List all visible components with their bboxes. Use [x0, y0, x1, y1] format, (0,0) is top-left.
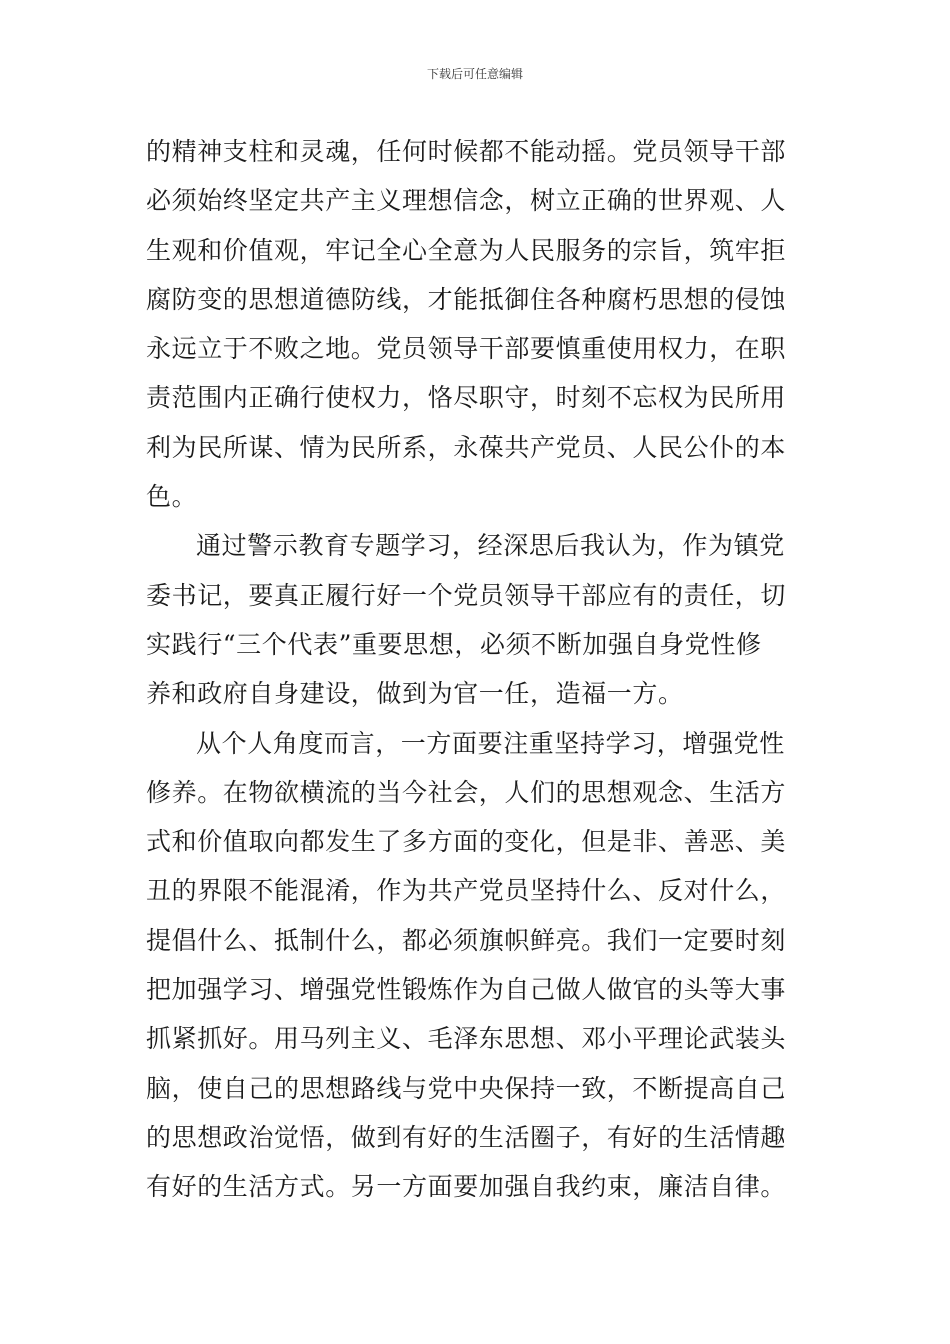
text-line: 必须始终坚定共产主义理想信念，树立正确的世界观、人 [146, 186, 787, 216]
text-line: 有好的生活方式。另一方面要加强自我约束，廉洁自律。 [146, 1172, 787, 1202]
text-line: 丑的界限不能混淆，作为共产党员坚持什么、反对什么， [146, 876, 787, 906]
text-line: 养和政府自身建设，做到为官一任，造福一方。 [146, 679, 684, 709]
document-body [146, 127, 810, 1212]
text-line: 提倡什么、抵制什么，都必须旗帜鲜亮。我们一定要时刻 [146, 925, 787, 955]
text-line: 色。 [146, 482, 198, 512]
text-line: 永远立于不败之地。党员领导干部要慎重使用权力，在职 [146, 334, 787, 364]
text-line: 把加强学习、增强党性锻炼作为自己做人做官的头等大事 [146, 975, 787, 1005]
text-line: 的精神支柱和灵魂，任何时候都不能动摇。党员领导干部 [146, 137, 787, 166]
text-line: 委书记，要真正履行好一个党员领导干部应有的责任，切 [146, 580, 787, 610]
text-line: 的思想政治觉悟，做到有好的生活圈子，有好的生活情趣 [146, 1122, 787, 1152]
text-line: 责范围内正确行使权力，恪尽职守，时刻不忘权为民所用 [146, 383, 787, 413]
page-header: 下载后可任意编辑 [426, 67, 523, 81]
text-line: 腐防变的思想道德防线，才能抵御住各种腐朽思想的侵蚀 [146, 284, 787, 314]
text-line: 式和价值取向都发生了多方面的变化，但是非、善恶、美 [146, 827, 787, 857]
text-line: 利为民所谋、情为民所系，永葆共产党员、人民公仆的本 [146, 432, 787, 462]
text-line: 生观和价值观，牢记全心全意为人民服务的宗旨，筑牢拒 [146, 235, 787, 265]
text-line: 实践行“三个代表”重要思想，必须不断加强自身党性修 [146, 629, 762, 659]
paragraph-first-line: 通过警示教育专题学习，经深思后我认为，作为镇党 [196, 531, 785, 561]
paragraph-first-line: 从个人角度而言，一方面要注重坚持学习，增强党性 [196, 728, 785, 758]
text-line: 脑，使自己的思想路线与党中央保持一致，不断提高自己 [146, 1073, 787, 1103]
text-line: 抓紧抓好。用马列主义、毛泽东思想、邓小平理论武装头 [146, 1024, 787, 1054]
text-line: 修养。在物欲横流的当今社会，人们的思想观念、生活方 [146, 777, 787, 807]
